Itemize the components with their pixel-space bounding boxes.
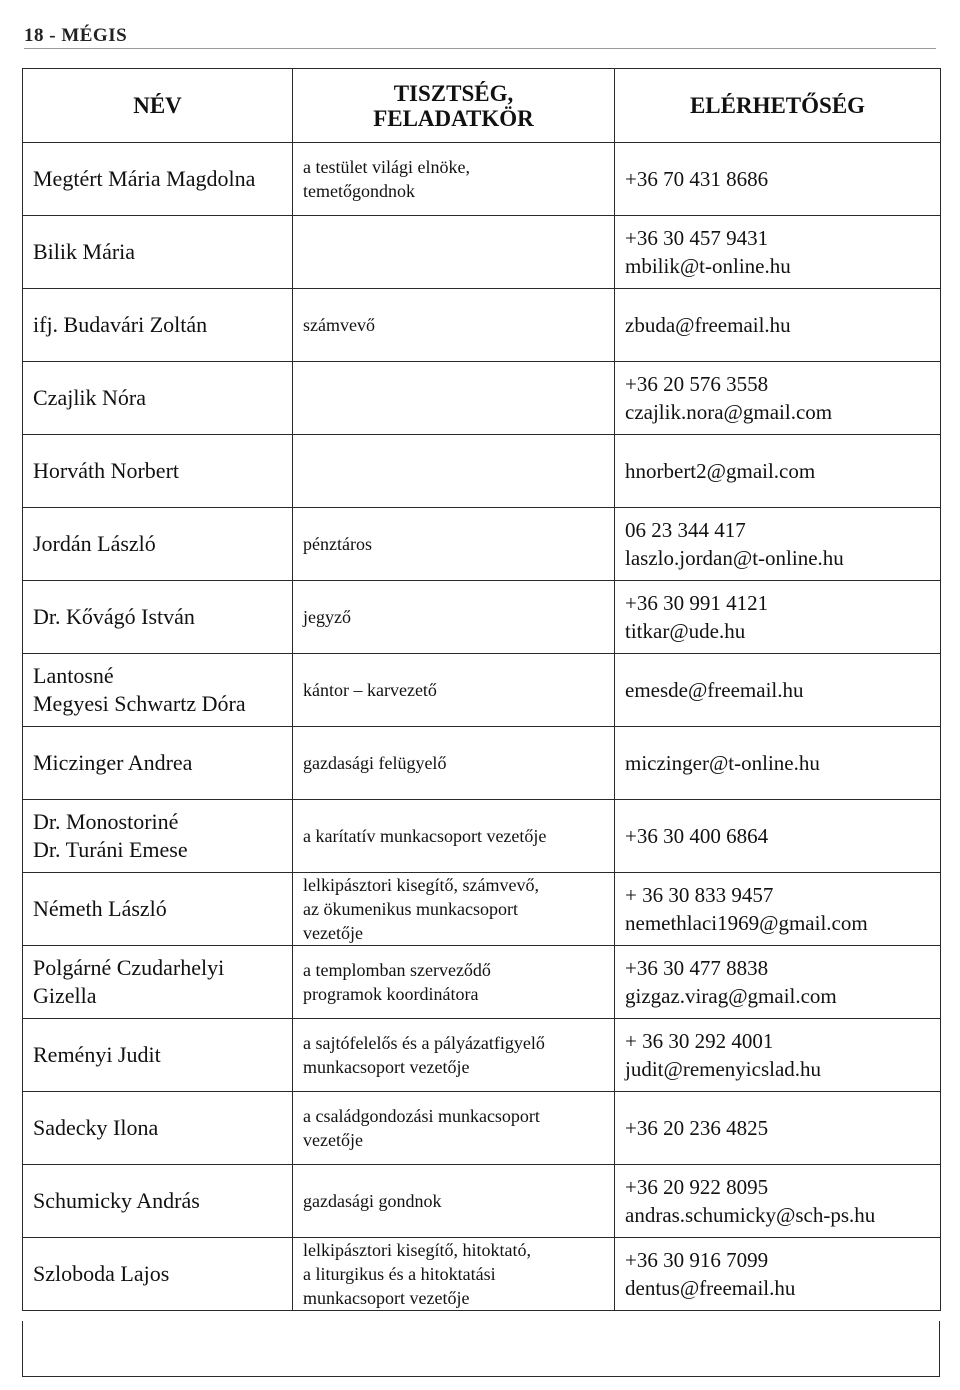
- name-line: Németh László: [33, 896, 167, 921]
- name-line: Miczinger Andrea: [33, 750, 193, 775]
- contact-line: miczinger@t-online.hu: [625, 751, 820, 775]
- name-line: Polgárné Czudarhelyi: [33, 955, 225, 980]
- role-cell: [293, 143, 615, 216]
- name-cell: [23, 289, 293, 362]
- role-cell: [293, 508, 615, 581]
- role-line: a sajtófelelős és a pályázatfigyelő: [303, 1033, 545, 1053]
- contact-line: hnorbert2@gmail.com: [625, 459, 816, 483]
- contact-cell: [615, 946, 941, 1019]
- contact-cell: [615, 435, 941, 508]
- name-line: Czajlik Nóra: [33, 385, 147, 410]
- name-line: Szloboda Lajos: [33, 1261, 170, 1286]
- role-cell: [293, 654, 615, 727]
- contact-cell: [615, 289, 941, 362]
- contact-line: laszlo.jordan@t-online.hu: [625, 546, 844, 570]
- contact-cell: [615, 143, 941, 216]
- table-row: [23, 946, 941, 1019]
- contact-cell: [615, 362, 941, 435]
- table-row: [23, 1165, 941, 1238]
- role-line: az ökumenikus munkacsoport: [303, 899, 518, 919]
- contact-cell: [615, 800, 941, 873]
- name-line: ifj. Budavári Zoltán: [33, 312, 208, 337]
- table-row: [23, 727, 941, 800]
- table-bottom-space: [22, 1321, 940, 1377]
- role-line: a testület világi elnöke,: [303, 157, 470, 177]
- table-header-row: [23, 69, 941, 143]
- name-line: Megtért Mária Magdolna: [33, 166, 256, 191]
- name-line: Lantosné: [33, 663, 114, 688]
- contact-cell: [615, 1092, 941, 1165]
- contact-line: +36 30 991 4121: [625, 591, 769, 615]
- contact-line: +36 20 922 8095: [625, 1175, 769, 1199]
- name-line: Gizella: [33, 983, 97, 1008]
- role-line: jegyző: [303, 607, 351, 627]
- contact-line: dentus@freemail.hu: [625, 1276, 796, 1300]
- contact-line: 06 23 344 417: [625, 518, 746, 542]
- name-cell: [23, 435, 293, 508]
- name-cell: [23, 1165, 293, 1238]
- contact-line: +36 20 236 4825: [625, 1116, 769, 1140]
- role-line: a liturgikus és a hitoktatási: [303, 1264, 496, 1284]
- contact-cell: [615, 1165, 941, 1238]
- role-line: munkacsoport vezetője: [303, 1057, 470, 1077]
- role-line: a családgondozási munkacsoport: [303, 1106, 540, 1126]
- table-row: [23, 581, 941, 654]
- role-line: temetőgondnok: [303, 181, 415, 201]
- column-header-name: NÉV: [23, 69, 293, 143]
- table-row: [23, 654, 941, 727]
- name-line: Dr. Monostoriné: [33, 809, 179, 834]
- role-line: gazdasági felügyelő: [303, 753, 447, 773]
- role-cell: [293, 1019, 615, 1092]
- role-cell: [293, 727, 615, 800]
- name-line: Jordán László: [33, 531, 156, 556]
- name-cell: [23, 654, 293, 727]
- contact-line: +36 30 477 8838: [625, 956, 769, 980]
- contact-cell: [615, 508, 941, 581]
- contact-line: judit@remenyicslad.hu: [625, 1057, 822, 1081]
- name-cell: [23, 581, 293, 654]
- contact-line: +36 30 457 9431: [625, 226, 769, 250]
- role-line: vezetője: [303, 923, 363, 943]
- name-cell: [23, 1092, 293, 1165]
- name-cell: [23, 1019, 293, 1092]
- role-line: számvevő: [303, 315, 375, 335]
- role-cell: [293, 873, 615, 946]
- column-header-role-text: TISZTSÉG, FELADATKÖR: [373, 80, 534, 131]
- role-line: programok koordinátora: [303, 984, 479, 1004]
- contact-cell: [615, 654, 941, 727]
- contact-line: +36 20 576 3558: [625, 372, 769, 396]
- role-line: vezetője: [303, 1130, 363, 1150]
- section-title: 18 - MÉGIS: [24, 25, 128, 46]
- role-line: a karítatív munkacsoport vezetője: [303, 826, 547, 846]
- role-cell: [293, 1238, 615, 1311]
- table-row: [23, 873, 941, 946]
- table-row: [23, 508, 941, 581]
- role-line: kántor – karvezető: [303, 680, 437, 700]
- role-cell: [293, 362, 615, 435]
- page-header: [24, 24, 936, 49]
- role-line: munkacsoport vezetője: [303, 1288, 470, 1308]
- role-cell: [293, 1165, 615, 1238]
- contact-line: +36 30 400 6864: [625, 824, 769, 848]
- name-line: Bilik Mária: [33, 239, 136, 264]
- contact-cell: [615, 216, 941, 289]
- role-line: pénztáros: [303, 534, 372, 554]
- name-cell: [23, 143, 293, 216]
- table-body: [23, 143, 941, 1311]
- name-line: Sadecky Ilona: [33, 1115, 159, 1140]
- column-header-role: [293, 69, 615, 143]
- role-line: lelkipásztori kisegítő, számvevő,: [303, 875, 539, 895]
- contact-cell: [615, 581, 941, 654]
- contact-line: emesde@freemail.hu: [625, 678, 804, 702]
- name-line: Dr. Turáni Emese: [33, 837, 188, 862]
- name-cell: [23, 508, 293, 581]
- name-line: Dr. Kővágó István: [33, 604, 195, 629]
- name-line: Reményi Judit: [33, 1042, 161, 1067]
- contact-line: + 36 30 292 4001: [625, 1029, 774, 1053]
- role-cell: [293, 289, 615, 362]
- contact-line: nemethlaci1969@gmail.com: [625, 911, 868, 935]
- name-cell: [23, 216, 293, 289]
- column-header-contact: ELÉRHETŐSÉG: [615, 69, 941, 143]
- role-cell: [293, 800, 615, 873]
- contact-line: czajlik.nora@gmail.com: [625, 400, 833, 424]
- contact-line: zbuda@freemail.hu: [625, 313, 791, 337]
- table-row: [23, 216, 941, 289]
- contacts-table: [22, 68, 941, 1311]
- table-row: [23, 362, 941, 435]
- name-cell: [23, 800, 293, 873]
- role-cell: [293, 581, 615, 654]
- name-line: Horváth Norbert: [33, 458, 180, 483]
- table-row: [23, 289, 941, 362]
- role-cell: [293, 1092, 615, 1165]
- name-cell: [23, 1238, 293, 1311]
- name-line: Megyesi Schwartz Dóra: [33, 691, 246, 716]
- name-cell: [23, 873, 293, 946]
- table-row: [23, 1019, 941, 1092]
- name-cell: [23, 362, 293, 435]
- role-line: gazdasági gondnok: [303, 1191, 442, 1211]
- table-row: [23, 1092, 941, 1165]
- name-cell: [23, 727, 293, 800]
- contact-line: + 36 30 833 9457: [625, 883, 774, 907]
- role-line: lelkipásztori kisegítő, hitoktató,: [303, 1240, 531, 1260]
- role-cell: [293, 435, 615, 508]
- contact-line: titkar@ude.hu: [625, 619, 746, 643]
- contact-line: +36 70 431 8686: [625, 167, 769, 191]
- table-row: [23, 1238, 941, 1311]
- name-line: Schumicky András: [33, 1188, 200, 1213]
- role-line: a templomban szerveződő: [303, 960, 491, 980]
- contact-cell: [615, 1238, 941, 1311]
- role-cell: [293, 216, 615, 289]
- contact-line: mbilik@t-online.hu: [625, 254, 791, 278]
- contact-line: gizgaz.virag@gmail.com: [625, 984, 837, 1008]
- table-row: [23, 435, 941, 508]
- table-row: [23, 800, 941, 873]
- contact-cell: [615, 727, 941, 800]
- contact-line: andras.schumicky@sch-ps.hu: [625, 1203, 876, 1227]
- table-row: [23, 143, 941, 216]
- contact-line: +36 30 916 7099: [625, 1248, 769, 1272]
- role-cell: [293, 946, 615, 1019]
- name-cell: [23, 946, 293, 1019]
- contact-cell: [615, 1019, 941, 1092]
- contact-cell: [615, 873, 941, 946]
